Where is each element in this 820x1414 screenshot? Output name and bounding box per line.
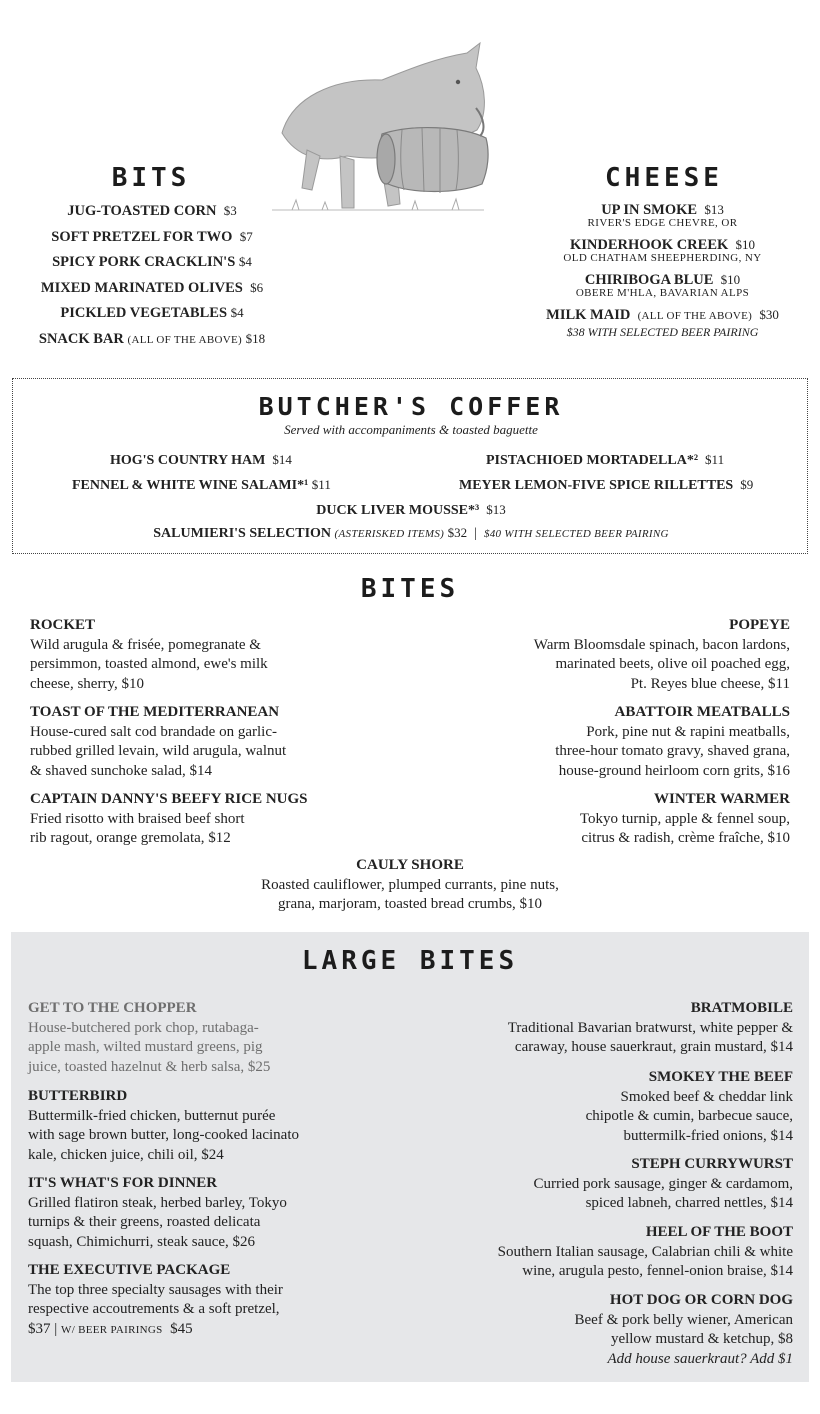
- salumieri-selection: SALUMIERI'S SELECTION (ASTERISKED ITEMS) $32 | $40 WITH SELECTED BEER PAIRING: [153, 525, 669, 541]
- coffer-title: BUTCHER'S COFFER: [258, 392, 564, 421]
- bits-item: SNACK BAR (ALL OF THE ABOVE) $18: [38, 330, 266, 347]
- bite-item: WINTER WARMER Tokyo turnip, apple & fennel soup, citrus & radish, crème fraîche, $10: [579, 791, 790, 846]
- bits-list: [18, 200, 286, 353]
- bite-item: TOAST OF THE MEDITERRANEAN House-cured salt cod brandade on garlic- rubbed grilled levain, wild arugula, walnut & shaved sunchoke salad, $14: [30, 704, 287, 779]
- bite-item: ROCKET Wild arugula & frisée, pomegranate & persimmon, toasted almond, ewe's milk cheese, sherry, $10: [30, 617, 268, 692]
- bite-item: ABATTOIR MEATBALLS Pork, pine nut & rapini meatballs, three-hour tomato gravy, shaved grana, house-ground heirloom corn grits, $16: [555, 704, 790, 779]
- large-bite-item: BUTTERBIRD Buttermilk-fried chicken, butternut purée with sage brown butter, long-cooked lacinato kale, chicken juice, chili oil, $24: [28, 1088, 299, 1163]
- coffer-item: PISTACHIOED MORTADELLA*² $11: [486, 452, 725, 468]
- cheese-item: KINDERHOOK CREEK $10 OLD CHATHAM SHEEPHERDING, NY: [563, 237, 762, 264]
- cheese-list: [535, 202, 790, 348]
- cheese-item: UP IN SMOKE $13 RIVER'S EDGE CHEVRE, OR: [587, 202, 738, 229]
- bits-item: PICKLED VEGETABLES $4: [60, 305, 244, 321]
- bits-item: JUG-TOASTED CORN $3: [67, 203, 237, 219]
- large-bite-item: THE EXECUTIVE PACKAGE The top three specialty sausages with their respective accoutrements & a soft pretzel, $37 | W/ BEER PAIRINGS $45: [28, 1262, 283, 1337]
- large-bite-item: GET TO THE CHOPPER House-butchered pork chop, rutabaga- apple mash, wilted mustard greens, pig juice, toasted hazelnut & herb salsa, $25: [28, 1000, 271, 1075]
- bite-item: CAPTAIN DANNY'S BEEFY RICE NUGS Fried risotto with braised beef short rib ragout, orange gremolata, $12: [30, 791, 308, 846]
- bits-item: SOFT PRETZEL FOR TWO $7: [51, 228, 253, 245]
- bits-title: BITS: [111, 163, 191, 193]
- bites-title: BITES: [360, 574, 460, 604]
- boar-barrel-illustration: [262, 38, 494, 220]
- cheese-title: CHEESE: [605, 163, 723, 193]
- bite-item: CAULY SHORE Roasted cauliflower, plumped currants, pine nuts, grana, marjoram, toasted bread crumbs, $10: [261, 857, 559, 912]
- coffer-item: MEYER LEMON-FIVE SPICE RILLETTES $9: [459, 477, 754, 493]
- large-bite-item: HEEL OF THE BOOT Southern Italian sausage, Calabrian chili & white wine, arugula pesto, fennel-onion braise, $14: [497, 1224, 793, 1279]
- large-bite-item: BRATMOBILE Traditional Bavarian bratwurst, white pepper & caraway, house sauerkraut, grain mustard, $14: [507, 1000, 793, 1055]
- butchers-coffer-box: [12, 378, 808, 554]
- large-bite-item: SMOKEY THE BEEF Smoked beef & cheddar link chipotle & cumin, barbecue sauce, buttermilk-fried onions, $14: [585, 1069, 793, 1144]
- bite-item: POPEYE Warm Bloomsdale spinach, bacon lardons, marinated beets, olive oil poached egg, Pt. Reyes blue cheese, $11: [533, 617, 790, 692]
- bits-item: SPICY PORK CRACKLIN'S $4: [52, 254, 252, 270]
- cheese-item: MILK MAID (ALL OF THE ABOVE) $30 $38 WITH SELECTED BEER PAIRING: [546, 307, 779, 339]
- coffer-item: DUCK LIVER MOUSSE*³ $13: [316, 502, 506, 518]
- large-bite-item: STEPH CURRYWURST Curried pork sausage, ginger & cardamom, spiced labneh, charred nettles, $14: [533, 1156, 793, 1211]
- large-bites-title: LARGE BITES: [301, 946, 519, 976]
- large-bite-item: HOT DOG OR CORN DOG Beef & pork belly wiener, American yellow mustard & ketchup, $8 Add house sauerkraut? Add $1: [574, 1292, 793, 1367]
- coffer-item: FENNEL & WHITE WINE SALAMI*¹ $11: [72, 477, 331, 493]
- coffer-item: HOG'S COUNTRY HAM $14: [110, 452, 292, 468]
- coffer-subtitle: Served with accompaniments & toasted baguette: [284, 422, 538, 437]
- large-bite-item: IT'S WHAT'S FOR DINNER Grilled flatiron steak, herbed barley, Tokyo turnips & their greens, roasted delicata squash, Chimichurri, steak sauce, $26: [28, 1175, 287, 1250]
- cheese-item: CHIRIBOGA BLUE $10 OBERE M'HLA, BAVARIAN ALPS: [575, 272, 750, 299]
- bits-item: MIXED MARINATED OLIVES $6: [40, 279, 264, 296]
